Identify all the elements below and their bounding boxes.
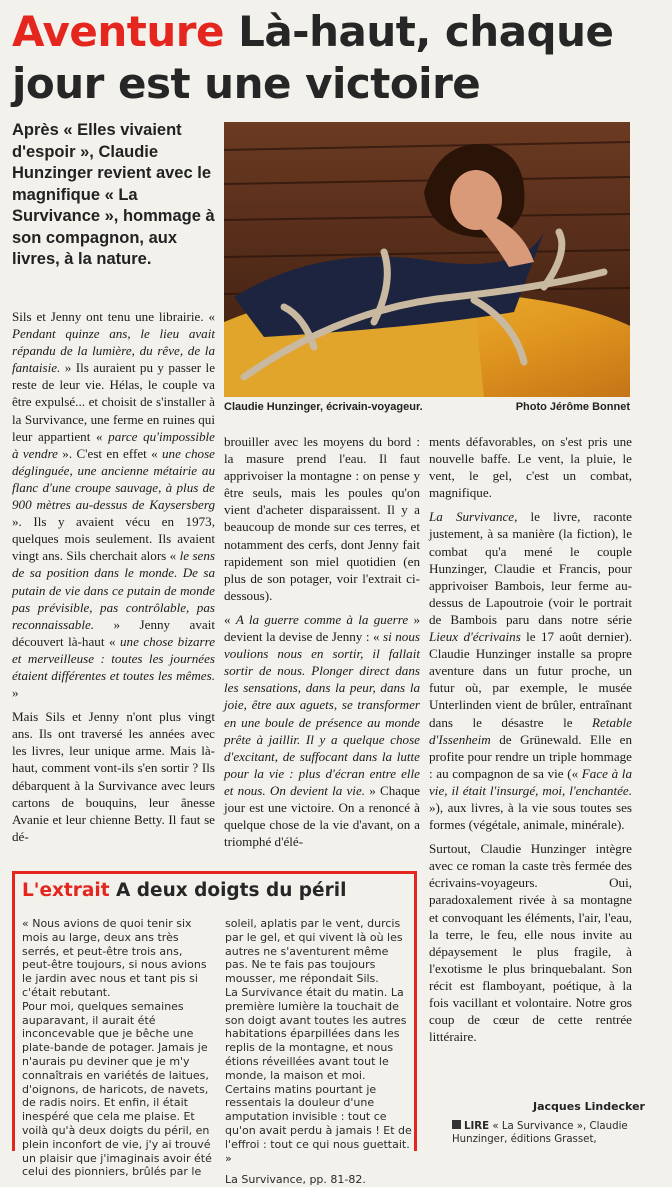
- lire-text: « La Survivance », Claudie Hunzinger, éditions Grasset,: [452, 1121, 628, 1145]
- bullet-square-icon: [452, 1120, 461, 1129]
- extrait-paragraph: Pour moi, quelques semaines auparavant, il aurait été inconcevable que je bêche une plate-bande de potager. Jamais je n'aurais pu deviner que je m'y connaîtrais en variétés de laitues, d'oignons, de haricots, de navets, de radis noirs. Et enfin, il était inespéré que cela me plaise. Et voilà qu'à deux doigts du péril, en plein inconfort de vie, j'y ai trouvé un plaisir que j'imaginais avoir été celui des pionniers, brûlés par le: [22, 999, 212, 1179]
- article-column-3: [429, 433, 632, 1045]
- extrait-paragraph: « Nous avions de quoi tenir six mois au large, deux ans très serrés, et peut-être trois ans, peut-être toujours, si nous avions le jardin avec nous et tant pis si c'était rebutant.: [22, 917, 207, 999]
- paragraph: « A la guerre comme à la guerre » devient la devise de Jenny : « si nous voulions nous en sortir, il fallait sortir de nous. Plonger direct dans les sensations, dans la peur, dans la joie, être aux aguets, se transformer en une boule de présence au monde prête à jaillir. Il y a quelque chose d'excitant, de suffocant dans la lutte pour la vie : plus d'écran entre elle et nous. On devient la vie. » Chaque jour est une victoire. On a renoncé à quelque chose de la vie d'avant, on a triomphé d'élé-: [224, 611, 421, 850]
- author-photo: [224, 122, 630, 397]
- article-column-1: [12, 308, 215, 845]
- author-signature: Jacques Lindecker: [533, 1100, 645, 1113]
- paragraph: Surtout, Claudie Hunzinger intègre avec ce roman la caste très fermée des écrivains-voyageurs. Oui, paradoxalement rivée à sa montagne et convoquant les éléments, l'air, l'eau, la terre, le feu, elle nous invite au dépaysement le plus fragile, à l'exotisme le plus brinquebalant. Son récit est flamboyant, poétique, à la fois vacillant et volontaire. Notre gros coup de cœur de cette rentrée littéraire.: [429, 841, 632, 1045]
- article-column-2: [224, 433, 420, 850]
- paragraph: La Survivance, le livre, raconte justement, à sa manière (la fiction), le combat qu'a mené le couple Hunzinger, Claudie et Francis, pour apprivoiser Bambois, leur ferme au-dessus de Lapoutroie (voir le portrait de Bambois paru dans notre série Lieux d'écrivains le 17 août dernier). Claudie Hunzinger installe sa propre aventure dans un futur proche, un futur où, par exemple, le musée Unterlinden vient de brûler, entraînant dans le désastre le Retable d'Issenheim de Grünewald. Elle en profite pour rendre un triple hommage : au compagnon de sa vie (« Face à la vie, il était l'insurgé, moi, l'enchantée. »), aux livres, à la vie sous toutes ses formes (végétale, animale, minérale).: [429, 509, 632, 833]
- headline: [12, 6, 662, 110]
- author-photo-image: [224, 122, 630, 397]
- photo-caption: [224, 401, 630, 413]
- paragraph: ments défavorables, on s'est pris une nouvelle baffe. Le vent, la pluie, le vent, le gel, c'est un combat, magnifique.: [429, 434, 632, 501]
- extrait-source: La Survivance, pp. 81-82.: [225, 1173, 366, 1187]
- extrait-paragraph: La Survivance était du matin. La première lumière la touchait de son doigt avant toutes les autres habitations éparpillées dans les replis de la montagne, et nous étions réveillées avant tout le monde, la maison et moi. Certains matins pourtant je ressentais la douleur d'une amputation invisible : tout ce qu'on avait perdu à jamais ! Et de l'effroi : tout ce qui nous guettait. »: [225, 985, 412, 1165]
- extrait-heading: A deux doigts du péril: [116, 880, 347, 901]
- extrait-column-1: [22, 917, 213, 1179]
- extrait-column-2: [225, 917, 413, 1187]
- paragraph: Mais Sils et Jenny n'ont plus vingt ans. Ils ont traversé les années avec les livres, leur unique arme. Mais là-haut, comment vont-ils s'en sortir ? Ils débarquent à la Survivance avec leurs cartons de bouquins, leur ânesse Avanie et leur chienne Betty. Il faut se dé-: [12, 709, 215, 844]
- caption-text: Claudie Hunzinger, écrivain-voyageur.: [224, 401, 423, 413]
- headline-title: Là-haut, chaque jour est une victoire: [12, 7, 614, 108]
- extrait-title: [22, 880, 346, 901]
- lire-label: LIRE: [464, 1121, 490, 1132]
- extrait-paragraph: soleil, aplatis par le vent, durcis par le gel, et qui vivent là où les autres ne s'aventurent même pas. Ne te fais pas toujours mousser, me répondait Sils.: [225, 917, 403, 986]
- headline-kicker: Aventure: [12, 7, 224, 56]
- paragraph: Sils et Jenny ont tenu une librairie. « Pendant quinze ans, le lieu avait répandu de la lumière, du rêve, de la fantaisie. » Ils auraient pu y passer le reste de leur vie. Hélas, le couple va être expulsé... et choisit de s'installer à la Survivance, une ferme en ruines qui leur appartient « parce qu'impossible à vendre ». C'est en effet « une chose déglinguée, une ancienne métairie au flanc d'une croupe sauvage, à plus de 900 mètres au-dessus de Kaysersberg ». Ils y avaient vécu en 1973, quelques mois seulement. Ils avaient vingt ans. Sils cherchait alors « le sens de sa position dans le monde. De sa putain de vie dans ce putain de monde pas prévisible, pas contrôlable, pas reconnaissable. » Jenny avait découvert là-haut « une chose bizarre et merveilleuse : toutes les journées étaient différentes et toutes les mêmes. »: [12, 309, 216, 701]
- extrait-label: L'extrait: [22, 880, 110, 901]
- lire-box: [452, 1120, 647, 1146]
- chapo: Après « Elles vivaient d'espoir », Claudie Hunzinger revient avec le magnifique « La Survivance », hommage à son compagnon, aux livres, à la nature.: [12, 121, 215, 268]
- photo-credit: Photo Jérôme Bonnet: [515, 401, 630, 413]
- paragraph: brouiller avec les moyens du bord : la masure prend l'eau. Il faut apprivoiser la montagne : on pense y être seuls, mais les poules qu'on vient d'acheter disparaissent. Il y a beaucoup de monde sur ces terres, et notamment des cerfs, dont Jenny fait rapidement son miel quotidien (en plus de son potager, voir l'extrait ci-dessous).: [224, 434, 420, 603]
